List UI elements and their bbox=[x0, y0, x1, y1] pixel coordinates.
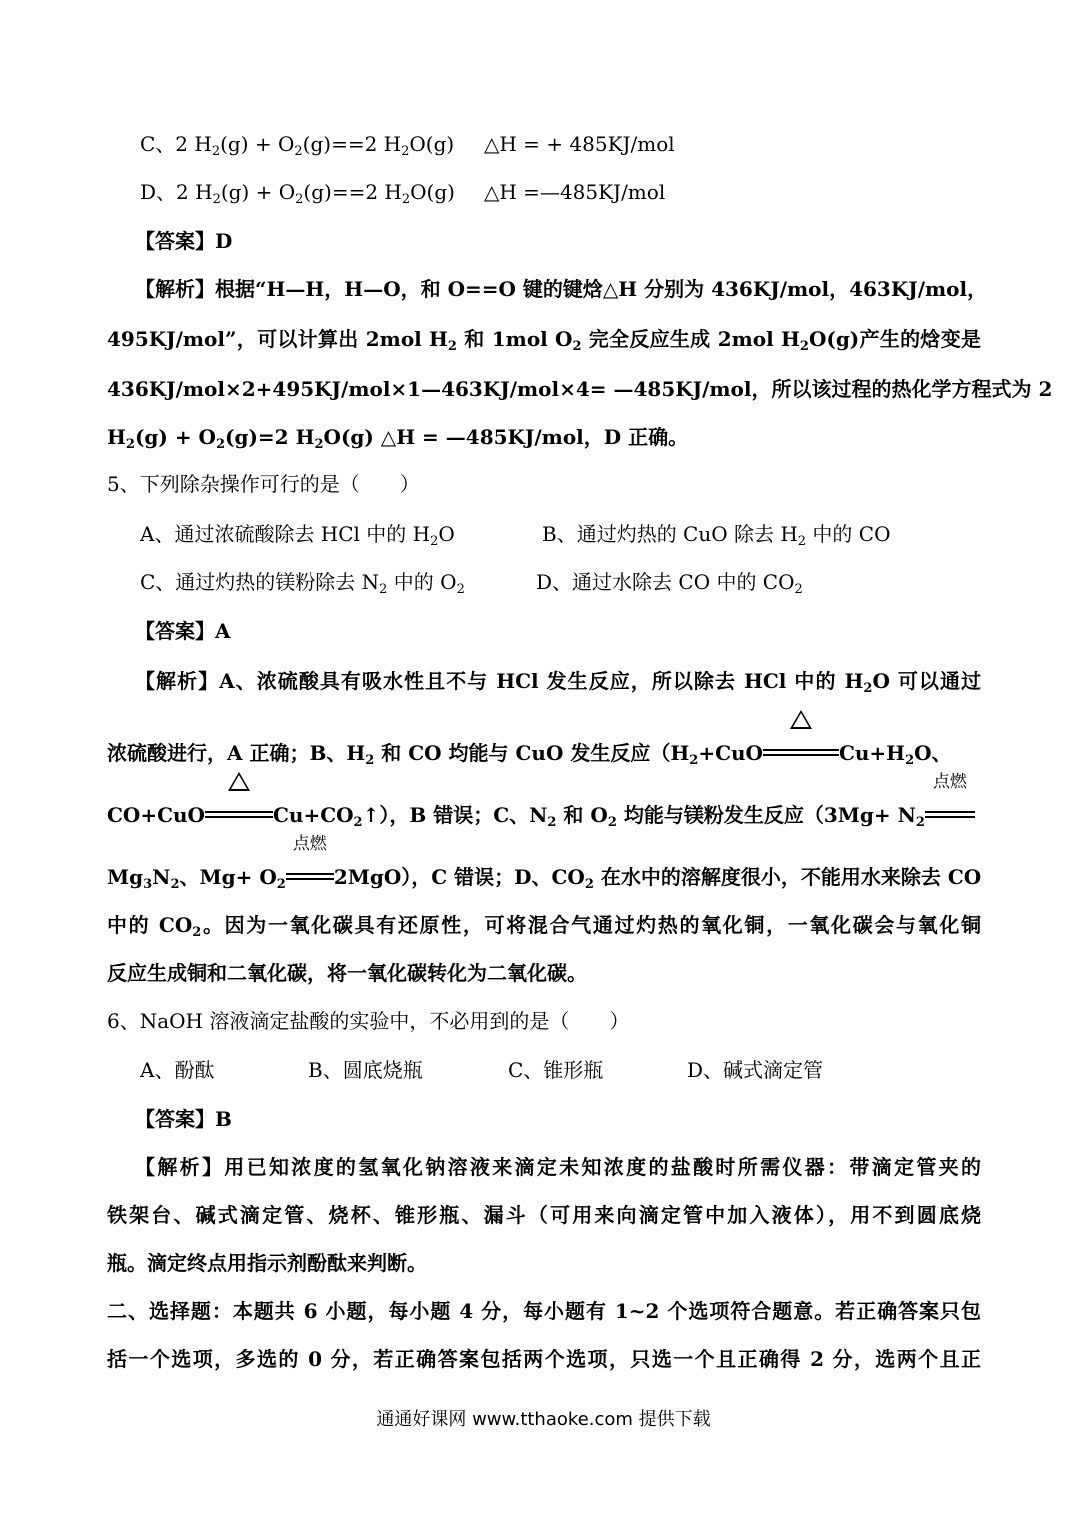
page-footer: 通通好课网 www.tthaoke.com 提供下载 bbox=[376, 1409, 711, 1430]
q5-option-b: B、通过灼热的 CuO 除去 $H_2$ 中的 CO bbox=[542, 522, 891, 549]
equals-sign bbox=[763, 749, 839, 756]
q4-option-d: D、2 $H_2(g) + O_2(g)==2$ $H_2O(g)$ bbox=[140, 180, 455, 207]
q5-stem: 5、下列除杂操作可行的是（ ） bbox=[107, 472, 420, 496]
section2-line-2: 括一个选项，多选的 0 分，若正确答案包括两个选项，只选一个且正确得 2 分，选两个且正 bbox=[107, 1347, 981, 1371]
q4-option-c: C、2 $H_2(g) + O_2(g)==2$ $H_2O(g)$ bbox=[140, 132, 455, 159]
q6-analysis-line-2: 铁架台、碱式滴定管、烧杯、锥形瓶、漏斗（可用来向滴定管中加入液体），用不到圆底烧 bbox=[107, 1203, 981, 1227]
q4-analysis-line-3: 436KJ/mol×2+495KJ/mol×1—463KJ/mol×4= —485KJ/mol，所以该过程的热化学方程式为 2 bbox=[107, 377, 1053, 401]
q5-analysis-line-5: 中的 $CO_2$。因为一氧化碳具有还原性，可将混合气通过灼热的氧化铜，一氧化碳会与氧化铜 bbox=[107, 913, 981, 940]
q6-option-c: C、锥形瓶 bbox=[508, 1058, 604, 1082]
q5-analysis-line-6: 反应生成铜和二氧化碳，将一氧化碳转化为二氧化碳。 bbox=[107, 961, 587, 985]
q6-option-b: B、圆底烧瓶 bbox=[308, 1058, 423, 1082]
q6-stem: 6、NaOH 溶液滴定盐酸的实验中，不必用到的是（ ） bbox=[107, 1009, 630, 1033]
equals-sign bbox=[286, 873, 334, 880]
q6-option-a: A、酚酞 bbox=[140, 1058, 215, 1082]
q4-option-c-enthalpy: △H = + 485KJ/mol bbox=[484, 132, 675, 156]
q4-analysis-line-2: 495KJ/mol”，可以计算出 2mol $H_2$ 和 1mol $O_2$ 完全反应生成 2mol $H_2O(g)$产生的焓变是 bbox=[107, 327, 981, 354]
equals-sign bbox=[925, 811, 975, 818]
q5-option-d: D、通过水除去 CO 中的 $CO_2$ bbox=[536, 570, 803, 597]
heat-condition-1 bbox=[763, 740, 839, 766]
q5-analysis-line-3: CO+CuO $Cu+CO_2↑$），B 错误；C、$N_2$ 和 $O_2$ 均能与镁粉发生反应（$3Mg+ N_2$ 点燃 bbox=[107, 802, 975, 836]
section2-line-1: 二、选择题：本题共 6 小题，每小题 4 分，每小题有 1~2 个选项符合题意。若正确答案只包 bbox=[107, 1299, 981, 1323]
q4-answer: 【答案】D bbox=[135, 229, 233, 253]
q6-answer: 【答案】B bbox=[135, 1107, 232, 1131]
heat-triangle-icon bbox=[228, 772, 250, 791]
ignite-condition-2: 点燃 bbox=[286, 864, 334, 890]
q5-option-c: C、通过灼热的镁粉除去 $N_2$ 中的 $O_2$ bbox=[140, 570, 465, 597]
ignite-condition-1: 点燃 bbox=[925, 802, 975, 828]
q5-analysis-line-2: 浓硫酸进行，A 正确；B、$H_2$ 和 CO 均能与 CuO 发生反应（$H_2+CuO$ $Cu+H_2O$、 bbox=[107, 740, 952, 774]
heat-triangle-icon bbox=[790, 710, 812, 729]
q6-analysis-line-1: 【解析】用已知浓度的氢氧化钠溶液来滴定未知浓度的盐酸时所需仪器：带滴定管夹的 bbox=[135, 1155, 981, 1179]
q4-analysis-line-1: 【解析】根据“H—H，H—O，和 O==O 键的键焓△H 分别为 436KJ/mol，463KJ/mol， bbox=[135, 277, 988, 301]
q5-option-a: A、通过浓硫酸除去 HCl 中的 $H_2O$ bbox=[140, 522, 455, 549]
equals-sign bbox=[205, 811, 273, 818]
q6-option-d: D、碱式滴定管 bbox=[687, 1058, 824, 1082]
q5-analysis-line-4: $Mg_3N_2$、$Mg+ O_2$ 点燃 2MgO），C 错误；D、$CO_2$ 在水中的溶解度很小，不能用水来除去 CO bbox=[107, 834, 982, 892]
q5-answer: 【答案】A bbox=[135, 619, 231, 643]
q4-option-d-enthalpy: △H =—485KJ/mol bbox=[484, 180, 666, 204]
q6-analysis-line-3: 瓶。滴定终点用指示剂酚酞来判断。 bbox=[107, 1251, 427, 1275]
q4-analysis-line-4: $H_2(g) + O_2(g)=2$ $H_2O(g)$ △H = —485KJ/mol，D 正确。 bbox=[107, 425, 689, 452]
q5-analysis-line-1: 【解析】A、浓硫酸具有吸水性且不与 HCl 发生反应，所以除去 HCl 中的 $H_2O$ 可以通过 bbox=[135, 669, 981, 696]
heat-condition-2 bbox=[205, 802, 273, 828]
